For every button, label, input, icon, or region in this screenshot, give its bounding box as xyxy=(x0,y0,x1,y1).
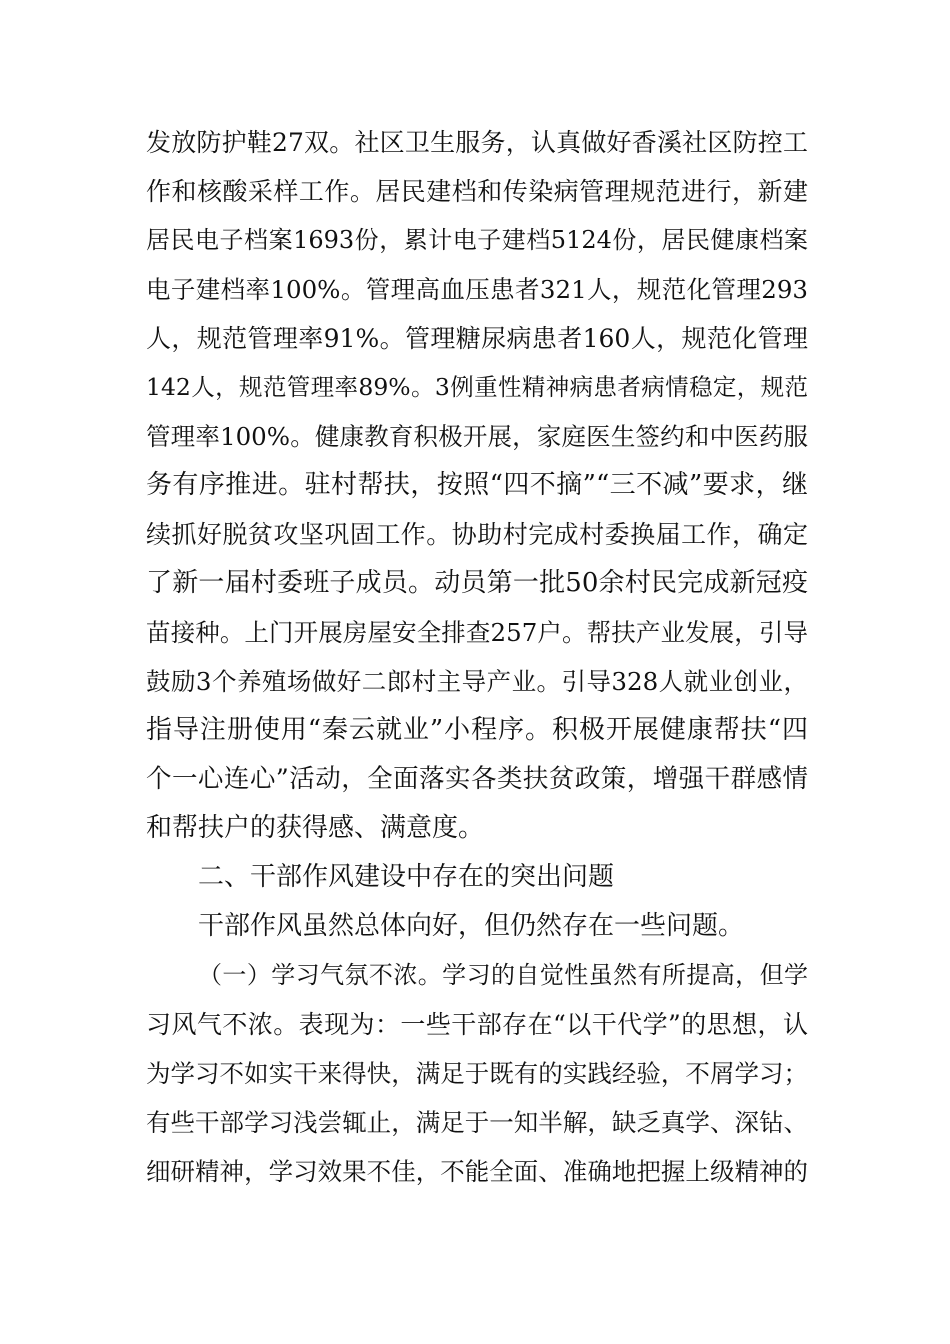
text-line-6: 142人，规范管理率89%。3例重性精神病患者病情稳定，规范 xyxy=(146,373,808,401)
text-line-2: 作和核酸采样工作。居民建档和传染病管理规范进行，新建 xyxy=(146,177,808,206)
text-line-1: 发放防护鞋27双。社区卫生服务，认真做好香溪社区防控工 xyxy=(146,128,808,157)
text-line-12: 鼓励3个养殖场做好二郎村主导产业。引导328人就业创业， xyxy=(146,667,808,696)
text-line-8: 务有序推进。驻村帮扶，按照“四不摘”“三不减”要求，继 xyxy=(146,470,808,500)
text-line-4: 电子建档率100%。管理高血压患者321人，规范化管理293 xyxy=(146,275,808,304)
text-line-5: 人，规范管理率91%。管理糖尿病患者160人，规范化管理 xyxy=(146,324,808,353)
text-line-20: 为学习不如实干来得快，满足于既有的实践经验，不屑学习； xyxy=(146,1059,808,1088)
text-line-13: 指导注册使用“秦云就业”小程序。积极开展健康帮扶“四 xyxy=(146,715,808,745)
text-line-3: 居民电子档案1693份，累计电子建档5124份，居民健康档案 xyxy=(146,226,808,254)
subsection-heading-line: （一）学习气氛不浓。学习的自觉性虽然有所提高，但学 xyxy=(198,961,808,989)
text-line-11: 苗接种。上门开展房屋安全排查257户。帮扶产业发展，引导 xyxy=(146,618,808,647)
text-line-14: 个一心连心”活动，全面落实各类扶贫政策，增强干群感情 xyxy=(146,764,808,794)
text-line-10: 了新一届村委班子成员。动员第一批50余村民完成新冠疫 xyxy=(146,568,808,598)
body-text xyxy=(146,118,808,1196)
text-line-22: 细研精神，学习效果不佳，不能全面、准确地把握上级精神的 xyxy=(146,1157,808,1186)
text-line-19: 习风气不浓。表现为：一些干部存在“以干代学”的思想，认 xyxy=(146,1010,808,1039)
text-line-9: 续抓好脱贫攻坚巩固工作。协助村完成村委换届工作，确定 xyxy=(146,520,808,549)
text-line-17: 干部作风虽然总体向好，但仍然存在一些问题。 xyxy=(198,911,745,941)
text-line-7: 管理率100%。健康教育积极开展，家庭医生签约和中医药服 xyxy=(146,422,808,451)
text-line-15: 和帮扶户的获得感、满意度。 xyxy=(146,813,485,843)
section-heading: 二、干部作风建设中存在的突出问题 xyxy=(198,862,615,892)
text-line-21: 有些干部学习浅尝辄止，满足于一知半解，缺乏真学、深钻、 xyxy=(146,1108,808,1137)
